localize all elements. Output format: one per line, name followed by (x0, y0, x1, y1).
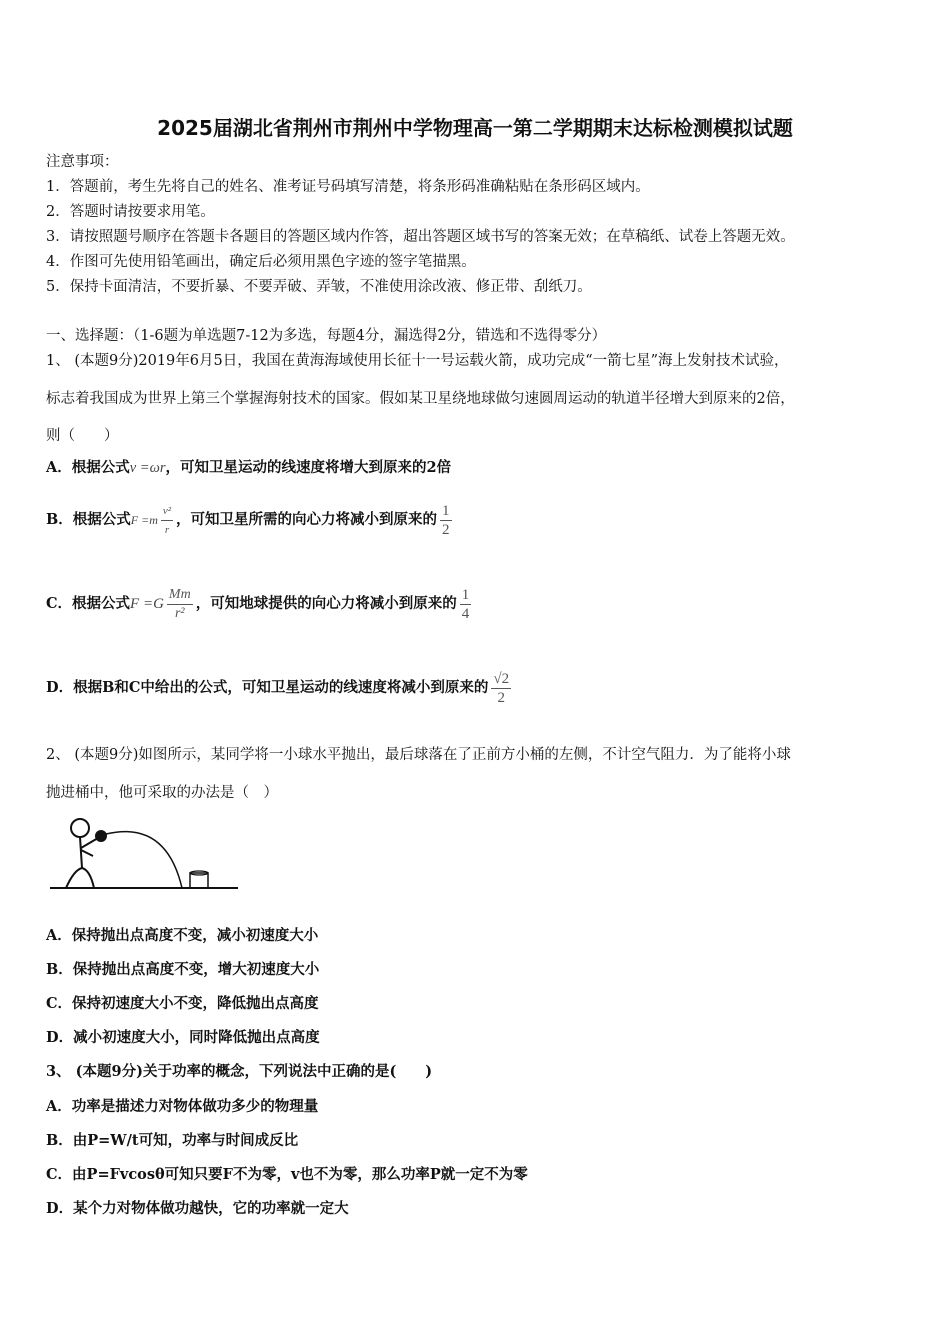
q2-option-a: A．保持抛出点高度不变，减小初速度大小 (46, 927, 319, 944)
person-body (80, 837, 82, 868)
notice-item: 4．作图可先使用铅笔画出，确定后必须用黑色字迹的签字笔描黑。 (46, 254, 476, 270)
q1-option-a (46, 458, 451, 478)
fraction-numerator: 1 (461, 586, 470, 603)
q3-option-b: B．由P=W/t可知，功率与时间成反比 (46, 1132, 299, 1149)
q1-option-c (46, 584, 474, 624)
q2-option-b: B．保持抛出点高度不变，增大初速度大小 (46, 961, 320, 978)
section-heading: 一、选择题：（1-6题为单选题7-12为多选，每题4分，漏选得2分，错选和不选得零分） (46, 328, 607, 344)
fraction-numerator: √2 (493, 670, 510, 687)
notice-item: 1．答题前，考生先将自己的姓名、准考证号码填写清楚，将条形码准确粘贴在条形码区域内。 (46, 179, 650, 195)
formula: F =m (130, 513, 158, 527)
answer-fraction (460, 586, 472, 623)
ball (95, 830, 107, 842)
q2-stem-line2: 抛进桶中，他可采取的办法是（ ） (46, 785, 278, 801)
fraction-numerator: v² (161, 502, 173, 521)
fraction-numerator: Mm (167, 586, 193, 605)
option-text: A．根据公式 (46, 459, 130, 476)
q1-stem-line1: 1、 (本题9分)2019年6月5日，我国在黄海海域使用长征十一号运载火箭，成功完成“一箭七星”海上发射技术试验， (46, 353, 789, 369)
fraction-numerator: 1 (442, 502, 450, 519)
notice-item: 3．请按照题号顺序在答题卡各题目的答题区域内作答，超出答题区域书写的答案无效；在草稿纸、试卷上答题无效。 (46, 229, 795, 245)
fraction-denominator: 2 (442, 521, 450, 538)
q3-stem: 3、 (本题9分)关于功率的概念，下列说法中正确的是( ) (46, 1063, 433, 1080)
formula-fraction (161, 502, 173, 539)
answer-fraction (491, 670, 511, 707)
formula: v =ωr (129, 460, 166, 476)
notice-heading: 注意事项： (46, 154, 119, 170)
option-text: D．根据B和C中给出的公式，可知卫星运动的线速度将减小到原来的 (46, 679, 489, 696)
q3-option-c: C．由P=Fvcosθ可知只要F不为零，v也不为零，那么功率P就一定不为零 (46, 1166, 528, 1183)
throw-diagram (48, 812, 243, 894)
person-legs (66, 868, 94, 888)
notice-item: 2．答题时请按要求用笔。 (46, 204, 215, 220)
notice-item: 5．保持卡面清洁，不要折暴、不要弄破、弄皱，不准使用涂改液、修正带、刮纸刀。 (46, 279, 592, 295)
ball-trajectory (106, 832, 182, 888)
formula: F =G (130, 596, 164, 612)
option-text: ，可知卫星所需的向心力将减小到原来的 (176, 511, 438, 528)
fraction-denominator: r (164, 523, 170, 536)
q2-option-d: D．减小初速度大小，同时降低抛出点高度 (46, 1029, 320, 1046)
q2-option-c: C．保持初速度大小不变，降低抛出点高度 (46, 995, 319, 1012)
q3-option-a: A．功率是描述力对物体做功多少的物理量 (46, 1098, 319, 1115)
answer-fraction (440, 502, 452, 539)
q1-stem-line3: 则（ ） (46, 428, 119, 444)
fraction-denominator: 2 (497, 689, 505, 706)
fraction-denominator: r² (174, 605, 185, 621)
option-text: ，可知地球提供的向心力将减小到原来的 (195, 595, 457, 612)
q1-option-d (46, 668, 514, 708)
q1-stem-line2: 标志着我国成为世界上第三个掌握海射技术的国家。假如某卫星绕地球做匀速圆周运动的轨道半径增大到原来的2倍， (46, 391, 795, 407)
q1-option-b (46, 500, 455, 540)
q2-stem-line1: 2、 (本题9分)如图所示，某同学将一小球水平抛出，最后球落在了正前方小桶的左侧，不计空气阻力．为了能将小球 (46, 747, 791, 763)
page-title: 2025届湖北省荆州市荆州中学物理高一第二学期期末达标检测模拟试题 (157, 116, 793, 140)
option-text: ，可知卫星运动的线速度将增大到原来的2倍 (165, 459, 452, 476)
option-text: C．根据公式 (46, 595, 131, 612)
person-arm (81, 838, 98, 848)
person-head (71, 819, 89, 837)
fraction-denominator: 4 (461, 605, 470, 622)
q3-option-d: D．某个力对物体做功越快，它的功率就一定大 (46, 1200, 349, 1217)
q2-throw-figure (48, 812, 243, 898)
formula-fraction (167, 586, 193, 623)
person-arm (81, 850, 93, 856)
option-text: B．根据公式 (46, 511, 131, 528)
